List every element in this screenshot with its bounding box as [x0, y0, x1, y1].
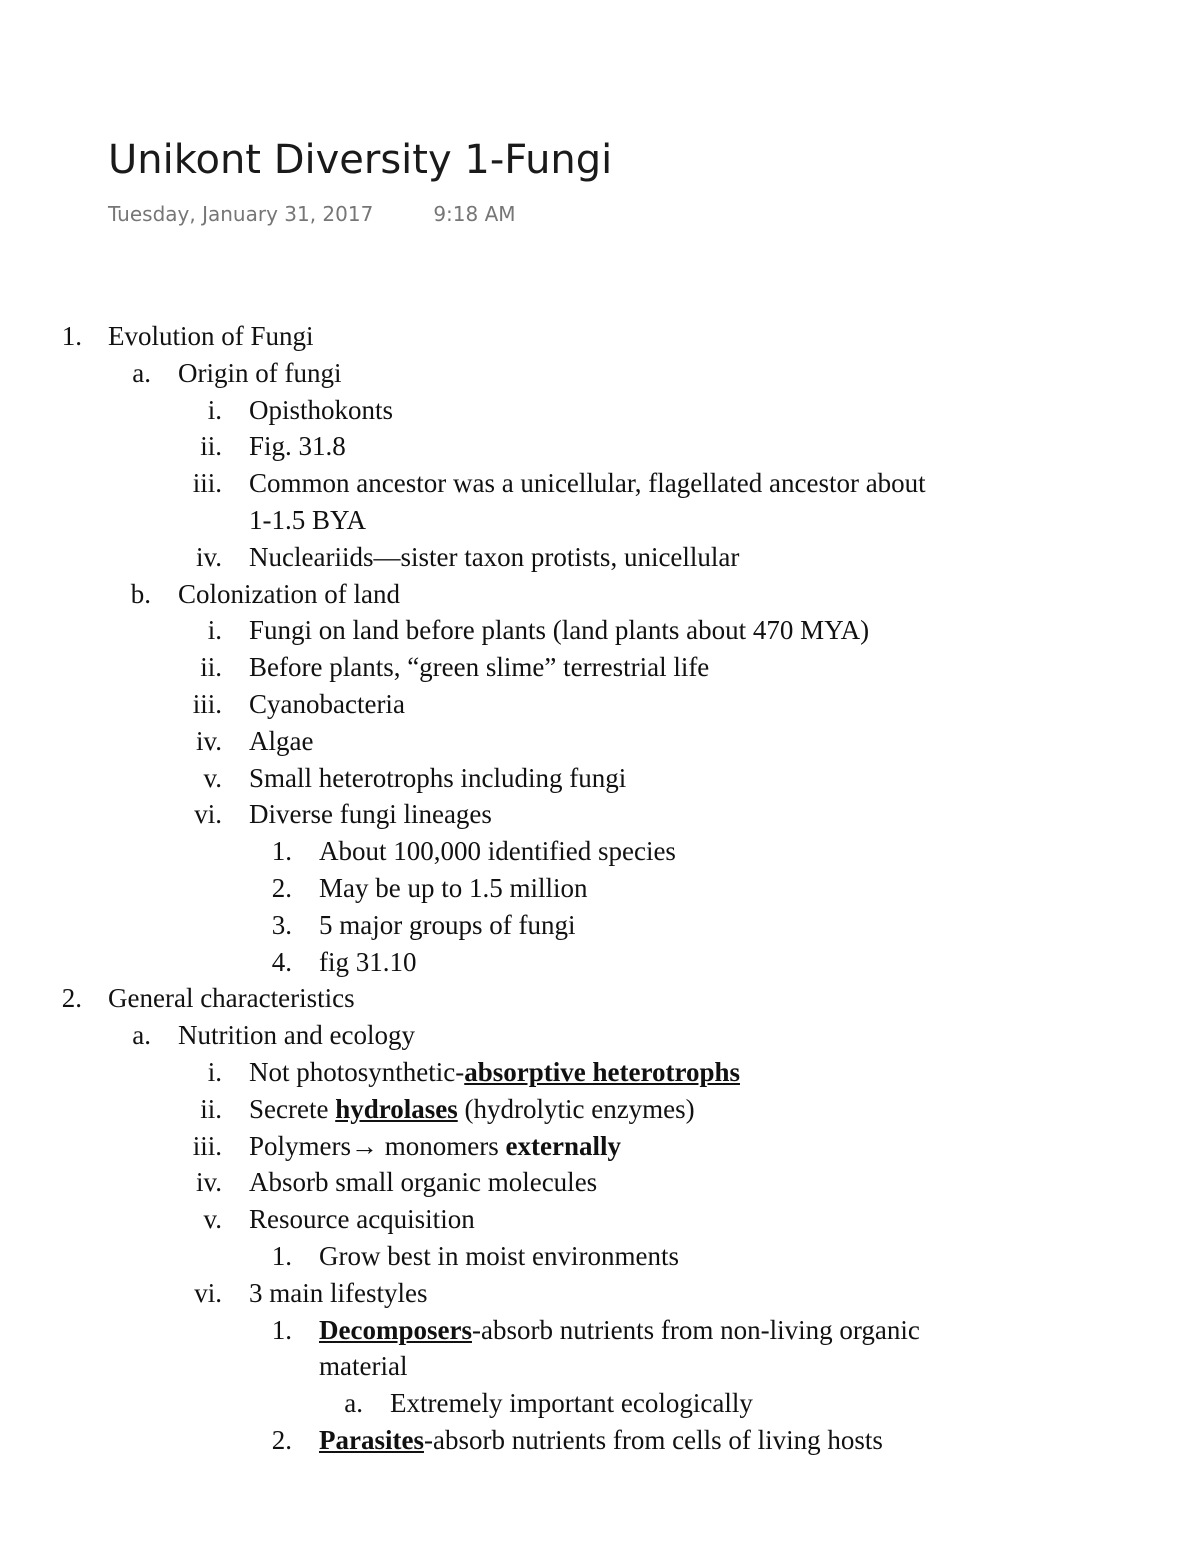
- outline-marker: i.: [207, 394, 222, 425]
- outline-text-run: Small heterotrophs including fungi: [249, 762, 627, 793]
- outline-marker: ii.: [200, 652, 222, 683]
- outline-marker: 4.: [271, 946, 292, 977]
- outline-text: [249, 539, 739, 576]
- outline-text-run: Cyanobacteria: [249, 689, 405, 719]
- outline-text: [319, 833, 676, 870]
- outline-text: [178, 576, 400, 613]
- page-date: Tuesday, January 31, 2017: [108, 202, 374, 226]
- outline-text-run: fig 31.10: [319, 946, 417, 977]
- outline-marker: v.: [203, 762, 222, 793]
- outline-text-run: Resource acquisition: [249, 1204, 475, 1235]
- page-title: Unikont Diversity 1-Fungi: [108, 137, 613, 183]
- outline-marker: ii.: [200, 1093, 222, 1124]
- emphasis-text: absorptive heterotrophs: [464, 1057, 740, 1087]
- outline-text-run: General characteristics: [108, 983, 355, 1014]
- outline-text: [319, 907, 575, 944]
- outline-text: [319, 1422, 883, 1459]
- outline-text-run: 3 main lifestyles: [249, 1277, 428, 1308]
- outline-text: [108, 318, 314, 355]
- outline-item: [0, 1201, 1200, 1238]
- outline-item: [0, 870, 1200, 907]
- outline-item: [0, 796, 1200, 833]
- outline-marker: ii.: [200, 431, 222, 462]
- outline-item: [0, 944, 1200, 981]
- outline-text: [249, 1275, 427, 1312]
- outline-text: [319, 944, 417, 981]
- outline-text-run: Absorb small organic molecules: [249, 1167, 598, 1198]
- outline-text-run: Secrete: [249, 1093, 336, 1124]
- outline-text-run: Fig. 31.8: [249, 431, 346, 462]
- outline-text: [249, 502, 366, 539]
- outline-marker: a.: [132, 1020, 151, 1051]
- outline-text-run: -absorb nutrients from cells of living hosts: [423, 1425, 883, 1455]
- outline-item: [0, 1312, 1200, 1349]
- outline-text: [249, 649, 709, 686]
- outline-marker: i.: [207, 615, 222, 646]
- outline-item: [0, 723, 1200, 760]
- outline-text-run: Evolution of Fungi: [108, 321, 314, 351]
- outline-text-run: Nucleariids—sister taxon protists, unicellular: [249, 541, 740, 572]
- outline-text-run: Polymers→ monomers: [249, 1130, 506, 1161]
- outline-item: [0, 539, 1200, 576]
- outline-item: [0, 1128, 1200, 1165]
- outline-text: [249, 465, 926, 502]
- outline-item: [0, 428, 1200, 465]
- outline-text: [249, 686, 405, 723]
- outline-list: [0, 316, 1200, 1455]
- outline-marker: iv.: [196, 541, 222, 572]
- outline-item: [0, 1422, 1200, 1459]
- outline-text: [319, 1238, 679, 1275]
- outline-marker: vi.: [194, 1277, 222, 1308]
- outline-text-run: Colonization of land: [178, 578, 400, 609]
- outline-text-run: Algae: [249, 725, 314, 756]
- outline-marker: a.: [344, 1388, 363, 1419]
- outline-item: [0, 392, 1200, 429]
- outline-text: [249, 1054, 740, 1091]
- outline-item: [0, 1017, 1200, 1054]
- outline-text: [249, 796, 492, 833]
- outline-text: [249, 1091, 695, 1128]
- outline-text-run: Origin of fungi: [178, 357, 342, 388]
- outline-marker: iii.: [192, 1130, 222, 1161]
- outline-item: [0, 1238, 1200, 1275]
- outline-item: [0, 1275, 1200, 1312]
- page-time: 9:18 AM: [433, 202, 516, 226]
- emphasis-text: Decomposers: [319, 1314, 472, 1345]
- emphasis-text: hydrolases: [335, 1093, 458, 1124]
- outline-text: [249, 1164, 597, 1201]
- outline-text-run: Not photosynthetic-: [249, 1057, 465, 1087]
- outline-text: [319, 1348, 407, 1385]
- outline-item: [0, 1348, 1200, 1385]
- outline-text-run: -absorb nutrients from non-living organic: [471, 1314, 920, 1345]
- outline-text: [319, 870, 587, 907]
- outline-text: [319, 1312, 920, 1349]
- outline-item: [0, 980, 1200, 1017]
- outline-text: [249, 1128, 621, 1165]
- outline-text-run: 1-1.5 BYA: [249, 505, 367, 535]
- outline-marker: 2.: [271, 873, 292, 903]
- outline-text: [108, 980, 355, 1017]
- outline-marker: iii.: [192, 468, 222, 499]
- outline-marker: vi.: [194, 799, 222, 830]
- outline-text: [390, 1385, 753, 1422]
- outline-item: [0, 907, 1200, 944]
- outline-text-run: May be up to 1.5 million: [319, 873, 588, 903]
- outline-marker: v.: [203, 1204, 222, 1235]
- outline-item: [0, 502, 1200, 539]
- outline-text: [178, 1017, 415, 1054]
- outline-item: [0, 465, 1200, 502]
- page-timestamp: [108, 200, 516, 228]
- outline-item: [0, 355, 1200, 392]
- outline-text: [249, 612, 869, 649]
- outline-marker: iv.: [196, 1167, 222, 1198]
- outline-text-run: About 100,000 identified species: [319, 836, 676, 867]
- outline-marker: 2.: [61, 983, 82, 1014]
- outline-text-run: 5 major groups of fungi: [319, 909, 576, 940]
- outline-item: [0, 612, 1200, 649]
- outline-text-run: Before plants, “green slime” terrestrial life: [249, 652, 710, 683]
- outline-item: [0, 1091, 1200, 1128]
- outline-marker: i.: [207, 1057, 222, 1087]
- outline-marker: 1.: [271, 1314, 292, 1345]
- outline-item: [0, 833, 1200, 870]
- outline-text-run: material: [319, 1351, 408, 1382]
- outline-item: [0, 1385, 1200, 1422]
- outline-marker: b.: [130, 578, 151, 609]
- outline-text-run: Opisthokonts: [249, 394, 394, 425]
- outline-item: [0, 760, 1200, 797]
- outline-item: [0, 576, 1200, 613]
- outline-text: [178, 355, 341, 392]
- emphasis-text: externally: [505, 1130, 621, 1161]
- outline-text: [249, 723, 313, 760]
- outline-text-run: Common ancestor was a unicellular, flagellated ancestor about: [249, 468, 926, 499]
- outline-text-run: (hydrolytic enzymes): [457, 1093, 695, 1124]
- outline-item: [0, 1054, 1200, 1091]
- outline-item: [0, 1164, 1200, 1201]
- outline-marker: iii.: [192, 689, 222, 719]
- outline-item: [0, 649, 1200, 686]
- outline-text-run: Diverse fungi lineages: [249, 799, 492, 830]
- outline-item: [0, 318, 1200, 355]
- outline-text: [249, 392, 393, 429]
- outline-marker: 1.: [271, 836, 292, 867]
- outline-text-run: Fungi on land before plants (land plants about 470 MYA): [249, 615, 870, 646]
- outline-item: [0, 686, 1200, 723]
- outline-marker: 1.: [271, 1241, 292, 1271]
- outline-text-run: Extremely important ecologically: [390, 1388, 753, 1419]
- outline-marker: iv.: [196, 725, 222, 756]
- outline-marker: 2.: [271, 1425, 292, 1455]
- outline-marker: a.: [132, 357, 151, 388]
- emphasis-text: Parasites: [319, 1425, 424, 1455]
- outline-text: [249, 760, 626, 797]
- outline-marker: 3.: [271, 909, 292, 940]
- outline-text-run: Grow best in moist environments: [319, 1241, 679, 1271]
- outline-marker: 1.: [61, 321, 82, 351]
- outline-text: [249, 1201, 475, 1238]
- outline-text: [249, 428, 346, 465]
- outline-text-run: Nutrition and ecology: [178, 1020, 415, 1051]
